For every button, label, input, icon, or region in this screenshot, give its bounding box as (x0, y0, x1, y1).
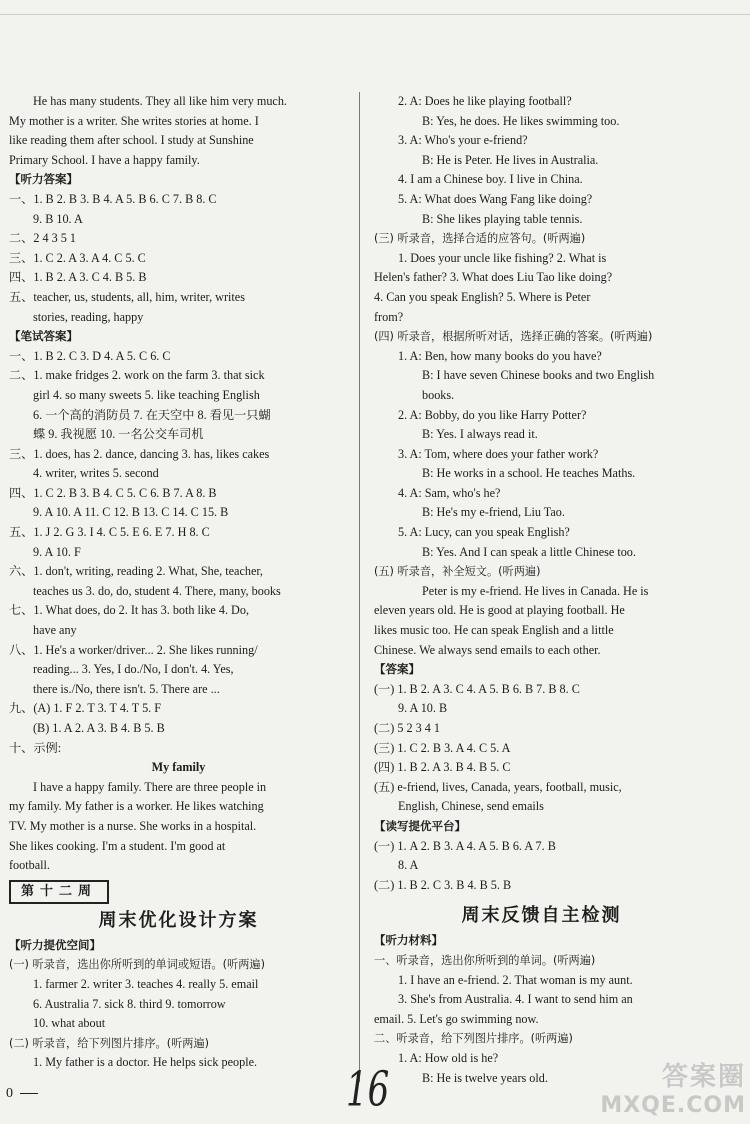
left-column-line: 十、示例: (9, 740, 62, 755)
left-answer-lines (9, 92, 348, 876)
column-divider (359, 92, 360, 1082)
left-column-line: 9. A 10. F (33, 544, 81, 559)
left-bottom-line: 1. farmer 2. writer 3. teaches 4. really 5. email (33, 976, 259, 991)
left-column-line: 七、1. What does, do 2. It has 3. both like 4. Do, (9, 603, 249, 618)
right-bottom-line: 1. I have an e-friend. 2. That woman is my aunt. (398, 972, 633, 987)
left-column-line: 六、1. don't, writing, reading 2. What, She, teacher, (9, 564, 263, 579)
right-column-line: Chinese. We always send emails to each other. (374, 642, 601, 657)
right-column-line: 4. A: Sam, who's he? (398, 485, 501, 500)
left-column-line: teaches us 3. do, do, student 4. There, many, books (33, 583, 281, 598)
left-bottom-line: 【听力提优空间】 (9, 937, 101, 952)
right-column-line: B: Yes. And I can speak a little Chinese too. (422, 544, 636, 559)
watermark (600, 1056, 746, 1118)
right-bottom-line: 二、听录音，给下列图片排序。(听两遍) (374, 1032, 573, 1046)
right-column-line: 9. A 10. B (398, 701, 448, 716)
left-column-line: 9. B 10. A (33, 211, 83, 226)
right-column-line: 2. A: Does he like playing football? (398, 94, 572, 108)
right-section-title: 周末反馈自主检测 (461, 905, 622, 927)
right-column-line: 3. A: Who's your e-friend? (398, 133, 528, 148)
left-column-line: football. (9, 858, 50, 873)
top-rule (0, 14, 750, 15)
left-column-line: my family. My father is a worker. He likes watching (9, 799, 264, 814)
right-column-line: 5. A: What does Wang Fang like doing? (398, 191, 593, 206)
right-column-line: 1. A: Ben, how many books do you have? (398, 348, 602, 363)
left-column-line: stories, reading, happy (33, 309, 144, 324)
right-column-line: 3. A: Tom, where does your father work? (398, 446, 599, 461)
right-column-line: Peter is my e-friend. He lives in Canada. He is (422, 583, 649, 598)
left-column-line: 三、1. C 2. A 3. A 4. C 5. C (9, 250, 146, 265)
right-column-line: (一) 1. A 2. B 3. A 4. A 5. B 6. A 7. B (374, 838, 556, 853)
right-column-line: from? (374, 309, 404, 324)
left-column-line: 【笔试答案】 (9, 329, 78, 344)
right-column-line: Helen's father? 3. What does Liu Tao like doing? (374, 270, 613, 285)
left-column-line: 八、1. He's a worker/driver... 2. She likes running/ (9, 642, 258, 657)
left-column-line: 4. writer, writes 5. second (33, 466, 159, 481)
left-column-line: 9. A 10. A 11. C 12. B 13. C 14. C 15. B (33, 505, 229, 520)
left-column-line: 五、teacher, us, students, all, him, writer, writes (9, 289, 245, 304)
left-column-line: Primary School. I have a happy family. (9, 152, 200, 167)
right-column-line: English, Chinese, send emails (398, 799, 544, 814)
right-bottom-line: B: He is twelve years old. (422, 1070, 548, 1085)
right-column-line: 4. I am a Chinese boy. I live in China. (398, 172, 583, 187)
right-column (374, 92, 709, 1088)
left-column-line: 6. 一个高的消防员 7. 在天空中 8. 看见一只蝴 (33, 407, 271, 422)
right-column-line: (三) 听录音，选择合适的应答句。(听两遍) (374, 232, 586, 246)
right-bottom-line: 1. A: How old is he? (398, 1050, 499, 1065)
right-column-line: 4. Can you speak English? 5. Where is Peter (374, 289, 591, 304)
left-column-line: 二、1. make fridges 2. work on the farm 3. that sick (9, 368, 265, 383)
left-column-line: She likes cooking. I'm a student. I'm good at (9, 838, 226, 853)
left-column-line: My mother is a writer. She writes stories at home. I (9, 113, 259, 128)
left-column-line: I have a happy family. There are three people in (33, 779, 267, 794)
watermark-line2: MXQE.COM (600, 1093, 746, 1118)
right-column-line: 【读写提优平台】 (374, 818, 466, 833)
right-column-line: 【答案】 (374, 662, 420, 677)
left-column-line: 三、1. does, has 2. dance, dancing 3. has, likes cakes (9, 446, 270, 461)
left-column (9, 92, 348, 1073)
left-bottom-line: (二) 听录音，给下列图片排序。(听两遍) (9, 1036, 210, 1050)
right-column-line: (二) 5 2 3 4 1 (374, 721, 441, 735)
right-column-line: 5. A: Lucy, can you speak English? (398, 525, 570, 540)
left-section-title: 周末优化设计方案 (98, 909, 259, 931)
left-column-line: TV. My mother is a nurse. She works in a hospital. (9, 818, 257, 833)
right-column-line: B: Yes. I always read it. (422, 427, 538, 442)
left-column-line: 蝶 9. 我视愿 10. 一名公交车司机 (33, 427, 204, 442)
right-column-line: books. (422, 387, 455, 402)
left-bottom-line: 1. My father is a doctor. He helps sick people. (33, 1055, 258, 1070)
left-column-line: (B) 1. A 2. A 3. B 4. B 5. B (33, 721, 165, 735)
right-bottom-line: 3. She's from Australia. 4. I want to send him an (398, 992, 633, 1007)
page-number: 0 (6, 1086, 13, 1101)
week-label-box (9, 876, 348, 906)
right-column-line: B: He works in a school. He teaches Maths. (422, 466, 636, 481)
left-column-line: My family (151, 760, 206, 775)
right-bottom-line: email. 5. Let's go swimming now. (374, 1011, 539, 1026)
right-column-line: B: I have seven Chinese books and two English (422, 368, 655, 383)
right-answer-lines (374, 92, 709, 895)
left-column-line: like reading them after school. I study at Sunshine (9, 133, 254, 148)
left-column-line: 四、1. C 2. B 3. B 4. C 5. C 6. B 7. A 8. B (9, 485, 217, 500)
right-column-line: (三) 1. C 2. B 3. A 4. C 5. A (374, 740, 511, 755)
right-column-line: 1. Does your uncle like fishing? 2. What is (398, 250, 607, 265)
handwritten-page-mark: 16 (346, 1062, 390, 1118)
right-column-line: B: She likes playing table tennis. (422, 211, 583, 226)
left-column-line: 一、1. B 2. B 3. B 4. A 5. B 6. C 7. B 8. C (9, 191, 217, 206)
left-column-line: 一、1. B 2. C 3. D 4. A 5. C 6. C (9, 348, 171, 363)
right-column-line: (五) 听录音，补全短文。(听两遍) (374, 565, 541, 579)
left-column-line: 九、(A) 1. F 2. T 3. T 4. T 5. F (9, 701, 162, 716)
left-bottom-line: 10. what about (33, 1016, 106, 1031)
right-column-line: B: Yes, he does. He likes swimming too. (422, 113, 620, 128)
right-column-line: B: He's my e-friend, Liu Tao. (422, 505, 565, 520)
right-column-line: (二) 1. B 2. C 3. B 4. B 5. B (374, 877, 512, 892)
left-column-line: 四、1. B 2. A 3. C 4. B 5. B (9, 270, 147, 285)
left-bottom-line: 6. Australia 7. sick 8. third 9. tomorrow (33, 996, 226, 1011)
page-number-dash (20, 1093, 38, 1094)
left-column-line: there is./No, there isn't. 5. There are ... (33, 681, 220, 696)
left-column-line: girl 4. so many sweets 5. like teaching English (33, 387, 260, 402)
watermark-line1: 答案圈 (661, 1062, 746, 1092)
left-bottom-line: (一) 听录音，选出你所听到的单词或短语。(听两遍) (9, 958, 265, 972)
left-column-line: He has many students. They all like him very much. (33, 94, 287, 108)
right-bottom-line: 一、听录音，选出你所听到的单词。(听两遍) (374, 953, 596, 967)
right-bottom-line: 【听力材料】 (374, 933, 443, 948)
left-listening-section (9, 936, 348, 1073)
left-column-line: 【听力答案】 (9, 172, 78, 187)
left-column-line: 二、2 4 3 5 1 (9, 231, 77, 246)
left-column-line: 五、1. J 2. G 3. I 4. C 5. E 6. E 7. H 8. C (9, 525, 210, 540)
right-column-line: likes music too. He can speak English and a little (374, 623, 614, 638)
right-column-line: (五) e-friend, lives, Canada, years, football, music, (374, 779, 622, 794)
right-column-line: (四) 听录音，根据所听对话，选择正确的答案。(听两遍) (374, 330, 653, 344)
right-column-line: (一) 1. B 2. A 3. C 4. A 5. B 6. B 7. B 8. C (374, 681, 580, 696)
left-column-line: reading... 3. Yes, I do./No, I don't. 4. Yes, (33, 662, 234, 677)
right-column-line: 8. A (398, 858, 419, 873)
week-label: 第十二周 (9, 880, 109, 904)
right-column-line: B: He is Peter. He lives in Australia. (422, 152, 599, 167)
right-column-line: (四) 1. B 2. A 3. B 4. B 5. C (374, 760, 511, 775)
right-column-line: 2. A: Bobby, do you like Harry Potter? (398, 407, 587, 422)
left-column-line: have any (33, 623, 77, 638)
right-column-line: eleven years old. He is good at playing football. He (374, 603, 625, 618)
